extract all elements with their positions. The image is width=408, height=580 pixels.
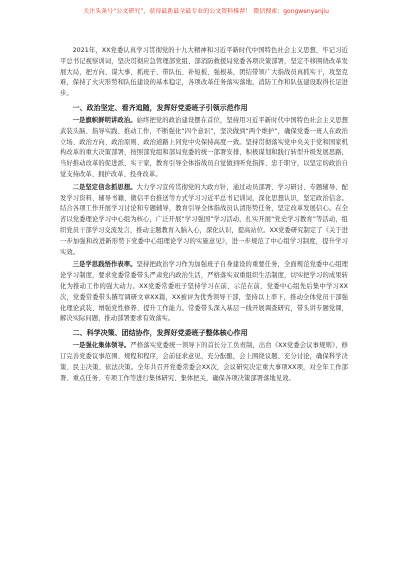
- paragraph-text: 2021年，XX党委认真学习贯彻党的十九大精神和习近平新时代中国特色社会主义思想，牢记习近平总书记视察训词，坚决贯彻应急管理部党组、部消防救援局党委各项决策部署，坚定不移围绕改革发展大局，把方向、谋大事、抓班子、带队伍、补短板、强根基，团结带领广大指战员真抓实干，攻坚克难，保持了火灾形势和队伍建设的基本稳定，各项改革任务落实落地，消防工作和队伍建设取得长足进步。: [60, 47, 348, 98]
- paragraph-text: 大力学习宣传贯彻党的大政方针，通过动员部署、学习研讨、专题辅导、配发学习资料、辅导书籍、微信平台推送等方式学习习近平总书记训词，深化思想认识，坚定政治信念。结合各项工作开展学习讨论和专题辅导，教育引导全体指战员认清形势任务，坚定改革发展信心。在全省以党委理论学习中心组为核心，广泛开展“学习强国”学习活动，扎实开展“党史学习教育”等活动，组织党员干部学习交流发言，推动主题教育入脑入心，深化认识，提高站位。XX党委研究制定了《关于进一步加强和改进新形势下党委中心组理论学习的实施意见》，进一步规范了中心组学习制度，提升学习实效。: [60, 183, 348, 256]
- body-paragraph: [60, 46, 348, 100]
- section-heading: 一、政治坚定、看齐追随，发挥好党委班子引领示范作用: [72, 103, 248, 112]
- header-banner: [0, 0, 408, 40]
- body-paragraph: [60, 260, 348, 325]
- section-heading: 二、科学决策、团结协作，发挥好党委班子整体核心作用: [72, 329, 248, 338]
- paragraph-lead: 一是强化集体领导。: [72, 342, 131, 350]
- body-paragraph: [60, 116, 348, 181]
- document-body: [60, 46, 348, 386]
- paragraph-text: 严格落实党委统一领导下的首长分工负责制，出台《XX党委会议事规则》，修订完善党委议事范围、规程和程序，会前征求意见、充分酝酿，会上围绕议题、充分讨论，确保科学决策、民主决策、依法决策。全年共召开党委常委会XX次，会议研究决定重大事项XX项，对全年工作部署、重点任务、专项工作等进行集体研究、集体把关，确保各项决策部署落地见效。: [60, 342, 348, 382]
- paragraph-text: 坚持把政治学习作为加强班子自身建设的重要任务，全面规范党委中心组理论学习制度，要求党委常委带头严肃党内政治生活，严格落实双重组织生活制度，切实把学习的成果转化为推动工作的强大动力。XX党委常委班子坚持学习在前、示范在前，党委中心组先后集中学习XX次，党委常委带头撰写调研文章XX篇，XX被评为优秀领导干部，坚持以上率下，推动全体党员干部强化理论武装、增强党性修养、提升工作能力。常委带头深入基层一线开展调查研究，带头讲专题党课，解决实际问题，推动部署要求有效落实。: [60, 261, 348, 323]
- body-paragraph: [60, 183, 348, 259]
- paragraph-text: 始终把党的政治建设摆在首位，坚持用习近平新时代中国特色社会主义思想武装头脑、指导实践、推动工作，不断强化“四个意识”，坚决做到“两个维护”，确保党委一班人在政治立场、政治方向、政治原则、政治道路上同党中央保持高度一致。坚持贯彻落实党中央关于党和国家机构改革的重大决策部署，按照部党组和部局党委的统一部署安排，积极谋划和践行转型升级发展思路，当好推动改革的促进派、实干家，教育引导全体指战员自觉做到听党指挥、忠于职守，以坚定的政治自觉支持改革、拥护改革、投身改革。: [60, 116, 348, 178]
- promo-text: 关注头条号“公文研究”，获得最新最全最专业的公文资料推荐！ 微信搜索：gongwenyanjiu: [83, 8, 329, 15]
- paragraph-lead: 三是学思践悟作表率。: [72, 261, 137, 269]
- paragraph-lead: 一是旗帜鲜明讲政治。: [72, 116, 137, 124]
- body-paragraph: [60, 341, 348, 384]
- paragraph-lead: 二是坚定信念抓思想。: [72, 183, 137, 191]
